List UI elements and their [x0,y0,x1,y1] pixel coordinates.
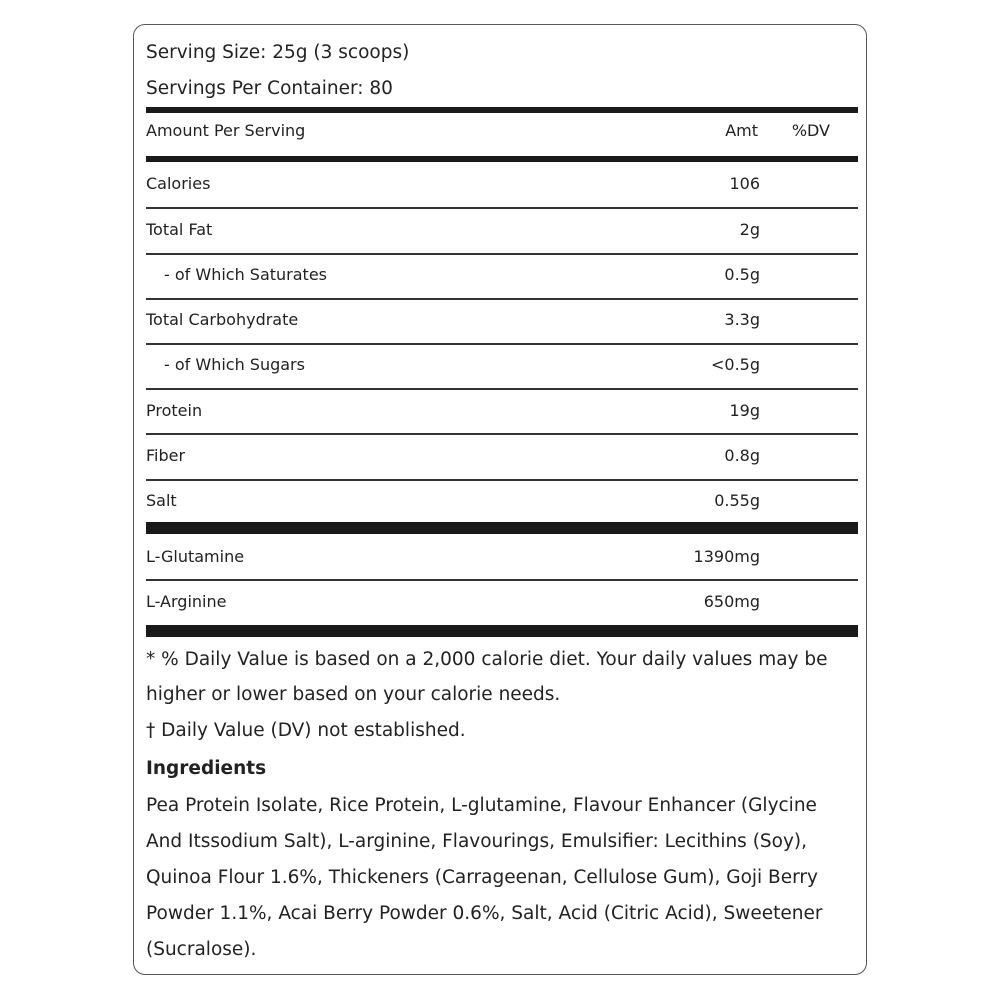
row-label: Calories [146,174,211,193]
header-amount-per-serving: Amount Per Serving [146,121,306,140]
table-row [146,298,858,343]
row-label: Total Fat [146,220,213,239]
row-amount: 0.55g [714,491,760,510]
divider-heavy [146,625,858,637]
table-row [146,343,858,388]
row-amount: 0.8g [724,446,760,465]
row-amount: 3.3g [724,310,760,329]
row-label: - of Which Sugars [164,355,305,374]
row-amount: 106 [729,174,760,193]
row-label: Protein [146,401,203,420]
row-amount: 0.5g [724,265,760,284]
ingredients-text: Pea Protein Isolate, Rice Protein, L-glutamine, Flavour Enhancer (Glycine And Itssodium Salt), L-arginine, Flavourings, Emulsifier: Lecithins (Soy), Quinoa Flour 1.6%, Thickeners (Carrageenan, Cellulose Gum), Goji Berry Powder 1.1%, Acai Berry Powder 0.6%, Salt, Acid (Citric Acid), Sweetener (Sucralose). [146,795,823,960]
table-row [146,208,858,253]
row-label: Total Carbohydrate [146,310,299,329]
table-row [146,535,858,580]
row-amount: 1390mg [693,547,760,566]
row-label: - of Which Saturates [164,265,328,284]
table-header [146,121,858,151]
row-label: L-Glutamine [146,547,245,566]
nutrition-facts-panel [133,24,867,975]
divider-heavy [146,522,858,534]
servings-per-container: Servings Per Container: 80 [146,78,393,99]
daily-value-footnote: * % Daily Value is based on a 2,000 calorie diet. Your daily values may be higher or lower based on your calorie needs. [146,649,828,705]
row-amount: <0.5g [710,355,760,374]
row-amount: 650mg [703,592,760,611]
divider-thick [146,107,858,113]
ingredients-title: Ingredients [146,758,267,779]
row-label: L-Arginine [146,592,227,611]
row-amount: 19g [729,401,760,420]
serving-size: Serving Size: 25g (3 scoops) [146,42,410,63]
table-row [146,389,858,434]
row-label: Fiber [146,446,186,465]
header-dv: %DV [791,121,830,140]
row-amount: 2g [739,220,760,239]
dv-not-established-footnote: † Daily Value (DV) not established. [146,720,466,741]
header-amt: Amt [725,121,758,140]
table-row [146,479,858,524]
table-row [146,253,858,298]
table-row [146,162,858,207]
row-label: Salt [146,491,177,510]
table-row [146,434,858,479]
table-row [146,580,858,625]
